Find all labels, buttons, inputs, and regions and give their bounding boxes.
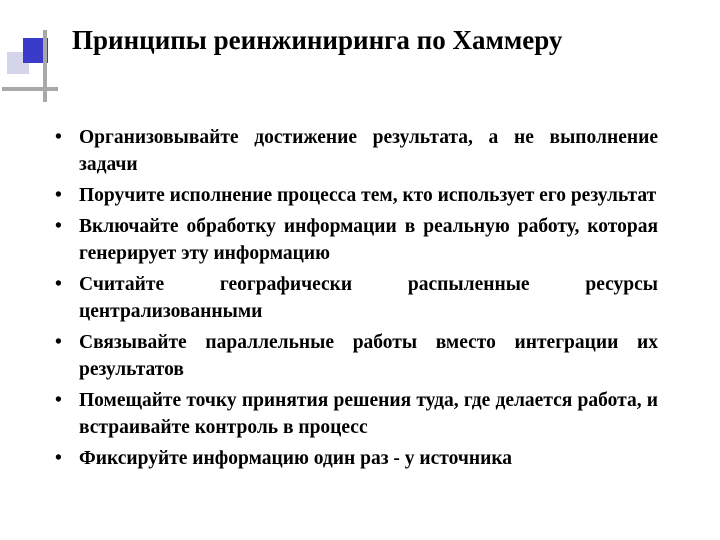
- bullet-mark: •: [55, 448, 62, 469]
- bullet-text: Связывайте параллельные работы вместо интеграции их результатов: [79, 332, 658, 380]
- vertical-line: [43, 30, 47, 102]
- bullet-item-4: [52, 271, 658, 325]
- bullet-mark: •: [55, 127, 62, 148]
- bullet-mark: •: [55, 185, 62, 206]
- bullet-mark: •: [55, 390, 62, 411]
- bullet-mark: •: [55, 274, 62, 295]
- bullet-item-6: [52, 387, 658, 441]
- bullet-list: [52, 124, 658, 476]
- slide-title: Принципы реинжиниринга по Хаммеру: [72, 25, 563, 55]
- corner-decoration-icon: [0, 0, 60, 110]
- bullet-mark: •: [55, 216, 62, 237]
- bullet-item-3: [52, 213, 658, 267]
- bullet-item-5: [52, 329, 658, 383]
- bullet-text: Считайте географически распыленные ресурсы централизованными: [79, 274, 658, 322]
- bullet-mark: •: [55, 332, 62, 353]
- bullet-item-1: [52, 124, 658, 178]
- bullet-item-7: [52, 445, 658, 472]
- horizontal-line: [2, 87, 58, 91]
- bullet-text: Включайте обработку информации в реальную работу, которая генерирует эту информацию: [79, 216, 658, 264]
- bullet-text: Помещайте точку принятия решения туда, где делается работа, и встраивайте контроль в процесс: [79, 390, 658, 438]
- bullet-text: Организовывайте достижение результата, а не выполнение задачи: [79, 127, 658, 175]
- bullet-text: Поручите исполнение процесса тем, кто использует его результат: [79, 185, 657, 206]
- bullet-item-2: [52, 182, 658, 209]
- bullet-text: Фиксируйте информацию один раз - у источника: [79, 448, 513, 469]
